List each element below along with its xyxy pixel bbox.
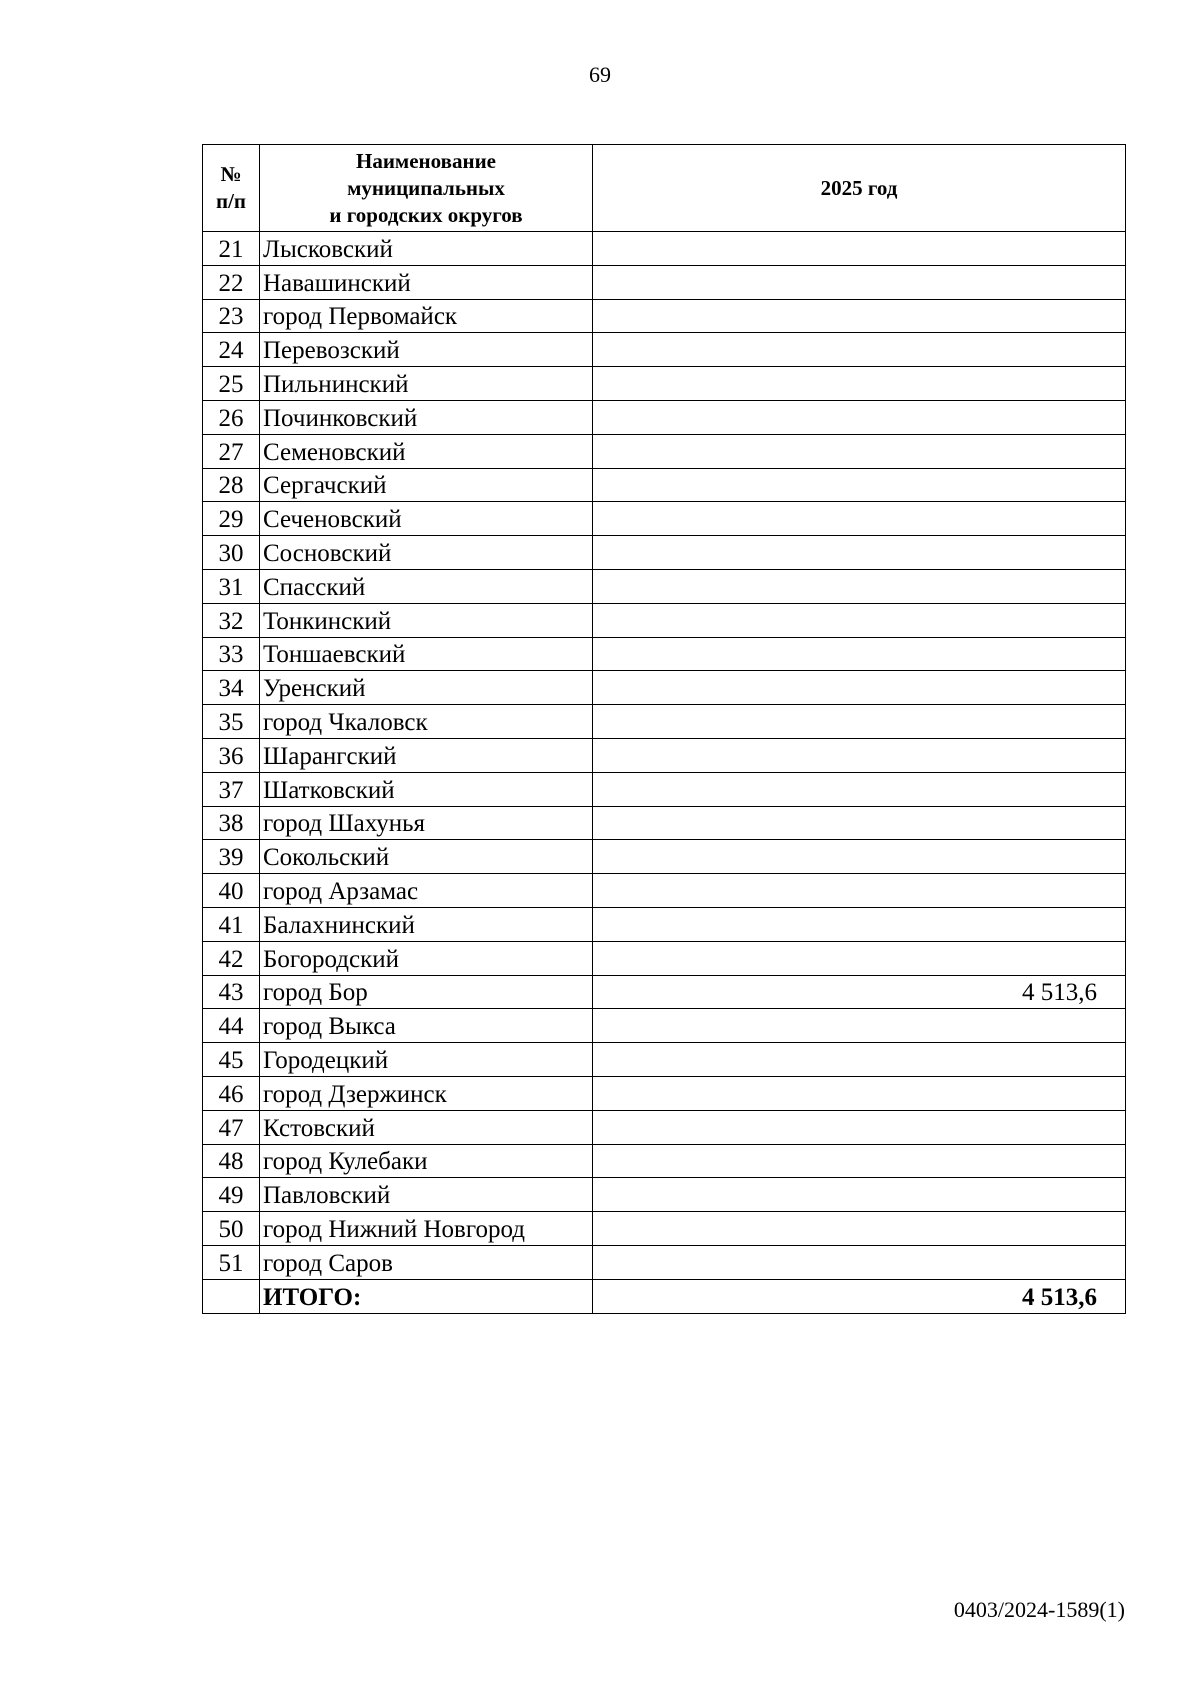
- row-name: Богородский: [260, 941, 593, 975]
- table-row: [203, 705, 1126, 739]
- row-name: город Дзержинск: [260, 1076, 593, 1110]
- row-number: 27: [203, 434, 260, 468]
- row-value: [593, 232, 1126, 266]
- row-number: 38: [203, 806, 260, 840]
- row-name: Уренский: [260, 671, 593, 705]
- row-value: [593, 1245, 1126, 1279]
- table-row: [203, 434, 1126, 468]
- row-name: город Саров: [260, 1245, 593, 1279]
- table-row: [203, 671, 1126, 705]
- row-number: 25: [203, 367, 260, 401]
- table-row: [203, 400, 1126, 434]
- table-row: [203, 265, 1126, 299]
- budget-table: [202, 144, 1126, 1314]
- table-row: [203, 806, 1126, 840]
- row-number: 40: [203, 874, 260, 908]
- row-number: 47: [203, 1110, 260, 1144]
- row-number: 45: [203, 1043, 260, 1077]
- row-name: Спасский: [260, 569, 593, 603]
- page-number: 69: [589, 62, 611, 87]
- total-value: 4 513,6: [593, 1279, 1126, 1313]
- table-row: [203, 232, 1126, 266]
- row-number: 32: [203, 603, 260, 637]
- row-name: Семеновский: [260, 434, 593, 468]
- row-value: [593, 738, 1126, 772]
- row-name: Сергачский: [260, 468, 593, 502]
- row-value: [593, 1110, 1126, 1144]
- row-number: 50: [203, 1212, 260, 1246]
- table-row: [203, 1245, 1126, 1279]
- table-row: [203, 536, 1126, 570]
- row-value: [593, 1178, 1126, 1212]
- row-value: [593, 367, 1126, 401]
- row-number: 49: [203, 1178, 260, 1212]
- row-name: Пильнинский: [260, 367, 593, 401]
- table-row: [203, 1009, 1126, 1043]
- table-row: [203, 367, 1126, 401]
- row-value: [593, 603, 1126, 637]
- row-value: [593, 400, 1126, 434]
- total-row: [203, 1279, 1126, 1313]
- row-number: 33: [203, 637, 260, 671]
- row-value: [593, 536, 1126, 570]
- row-number: 39: [203, 840, 260, 874]
- document-code: 0403/2024-1589(1): [953, 1597, 1125, 1622]
- row-value: [593, 265, 1126, 299]
- table-row: [203, 468, 1126, 502]
- total-label: ИТОГО:: [260, 1279, 593, 1313]
- row-name: Сокольский: [260, 840, 593, 874]
- table-row: [203, 1178, 1126, 1212]
- row-number: 48: [203, 1144, 260, 1178]
- row-name: Кстовский: [260, 1110, 593, 1144]
- row-name: Лысковский: [260, 232, 593, 266]
- row-name: город Бор: [260, 975, 593, 1009]
- row-value: [593, 502, 1126, 536]
- row-value: [593, 941, 1126, 975]
- row-name: город Нижний Новгород: [260, 1212, 593, 1246]
- row-value: [593, 705, 1126, 739]
- table-row: [203, 603, 1126, 637]
- row-name: Шарангский: [260, 738, 593, 772]
- row-value: [593, 299, 1126, 333]
- table-row: [203, 907, 1126, 941]
- row-name: город Шахунья: [260, 806, 593, 840]
- row-number: 51: [203, 1245, 260, 1279]
- row-number: 34: [203, 671, 260, 705]
- row-name: город Первомайск: [260, 299, 593, 333]
- table-row: [203, 1144, 1126, 1178]
- row-number: 28: [203, 468, 260, 502]
- row-number: 23: [203, 299, 260, 333]
- row-name: город Арзамас: [260, 874, 593, 908]
- table-row: [203, 738, 1126, 772]
- row-number: 21: [203, 232, 260, 266]
- table-row: [203, 502, 1126, 536]
- header-year: 2025 год: [593, 145, 1126, 232]
- row-value: [593, 434, 1126, 468]
- row-number: 26: [203, 400, 260, 434]
- row-name: Шатковский: [260, 772, 593, 806]
- header-name: Наименование муниципальных и городских округов: [260, 145, 593, 232]
- row-name: Тонкинский: [260, 603, 593, 637]
- row-name: Тоншаевский: [260, 637, 593, 671]
- row-value: [593, 806, 1126, 840]
- row-value: [593, 1144, 1126, 1178]
- row-name: Починковский: [260, 400, 593, 434]
- row-value: [593, 333, 1126, 367]
- row-value: [593, 772, 1126, 806]
- table-row: [203, 299, 1126, 333]
- row-number: 37: [203, 772, 260, 806]
- row-name: Сосновский: [260, 536, 593, 570]
- table-row: [203, 840, 1126, 874]
- row-value: [593, 874, 1126, 908]
- row-number: 35: [203, 705, 260, 739]
- row-value: [593, 907, 1126, 941]
- row-value: [593, 1076, 1126, 1110]
- row-name: город Чкаловск: [260, 705, 593, 739]
- row-value: [593, 671, 1126, 705]
- row-number: 46: [203, 1076, 260, 1110]
- row-number: 44: [203, 1009, 260, 1043]
- row-value: [593, 569, 1126, 603]
- row-value: [593, 840, 1126, 874]
- row-name: Балахнинский: [260, 907, 593, 941]
- row-number: 42: [203, 941, 260, 975]
- row-name: город Выкса: [260, 1009, 593, 1043]
- header-number: № п/п: [203, 145, 260, 232]
- table-row: [203, 1110, 1126, 1144]
- row-number: 24: [203, 333, 260, 367]
- total-number: [203, 1279, 260, 1313]
- row-value: [593, 1009, 1126, 1043]
- table-row: [203, 772, 1126, 806]
- table-row: [203, 333, 1126, 367]
- row-number: 29: [203, 502, 260, 536]
- row-name: город Кулебаки: [260, 1144, 593, 1178]
- row-number: 31: [203, 569, 260, 603]
- row-value: 4 513,6: [593, 975, 1126, 1009]
- table-header-row: [203, 145, 1126, 232]
- table-row: [203, 941, 1126, 975]
- row-name: Павловский: [260, 1178, 593, 1212]
- row-value: [593, 637, 1126, 671]
- row-number: 30: [203, 536, 260, 570]
- row-value: [593, 468, 1126, 502]
- row-number: 41: [203, 907, 260, 941]
- table-row: [203, 1212, 1126, 1246]
- row-number: 43: [203, 975, 260, 1009]
- row-name: Городецкий: [260, 1043, 593, 1077]
- table-row: [203, 1043, 1126, 1077]
- row-value: [593, 1043, 1126, 1077]
- table-row: [203, 1076, 1126, 1110]
- row-number: 22: [203, 265, 260, 299]
- table-row: [203, 975, 1126, 1009]
- table-row: [203, 637, 1126, 671]
- table-row: [203, 874, 1126, 908]
- row-name: Перевозский: [260, 333, 593, 367]
- row-name: Навашинский: [260, 265, 593, 299]
- row-number: 36: [203, 738, 260, 772]
- row-name: Сеченовский: [260, 502, 593, 536]
- table-row: [203, 569, 1126, 603]
- table-body: [203, 232, 1126, 1314]
- row-value: [593, 1212, 1126, 1246]
